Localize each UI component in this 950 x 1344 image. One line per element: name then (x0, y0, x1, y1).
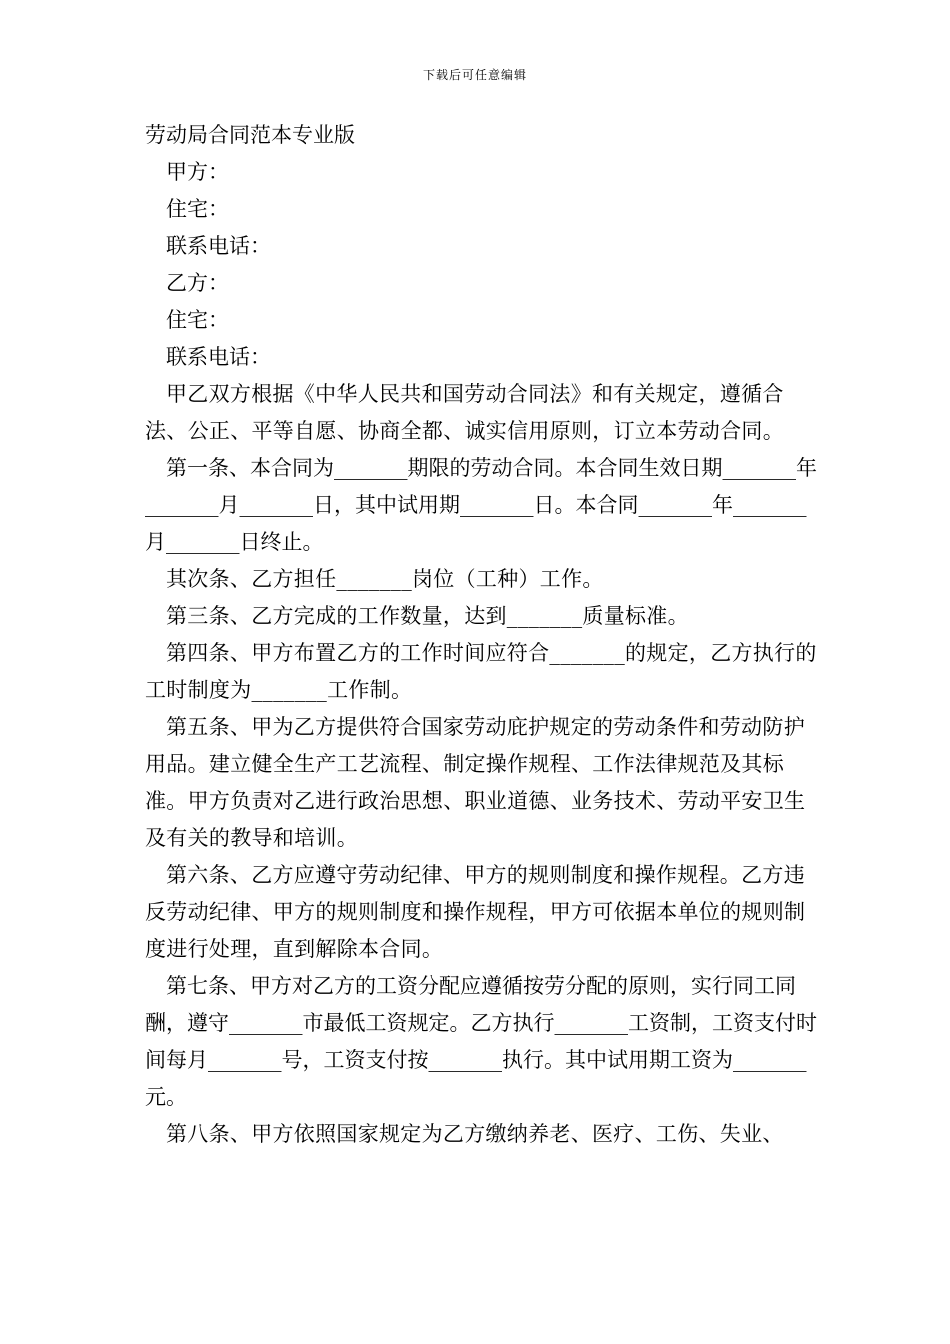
article-8-paragraph: 第八条、甲方依照国家规定为乙方缴纳养老、医疗、工伤、失业、 (166, 1122, 784, 1146)
party-b-address-label: 住宅： (166, 308, 229, 332)
document-title: 劳动局合同范本专业版 (145, 123, 355, 147)
article-7-paragraph: 第七条、甲方对乙方的工资分配应遵循按劳分配的原则，实行同工同酬，遵守_______市最低工资规定。乙方执行_______工资制，工资支付时间每月_______号，工资支付按_______执行。其中试用期工资为_______元。 (145, 974, 817, 1109)
party-a-address-label: 住宅： (166, 197, 229, 221)
article-4-paragraph: 第四条、甲方布置乙方的工作时间应符合_______的规定，乙方执行的工时制度为_______工作制。 (145, 641, 817, 702)
party-b-phone-label: 联系电话： (166, 345, 271, 369)
party-b-label: 乙方： (166, 271, 229, 295)
contract-document (145, 117, 825, 1153)
header-note: 下载后可任意编辑 (422, 68, 527, 82)
party-a-label: 甲方： (166, 160, 229, 184)
article-1-paragraph: 第一条、本合同为_______期限的劳动合同。本合同生效日期_______年_______月_______日，其中试用期_______日。本合同_______年_______月_______日终止。 (145, 456, 817, 554)
article-2-paragraph: 其次条、乙方担任_______岗位（工种）工作。 (166, 567, 604, 591)
preamble-paragraph: 甲乙双方根据《中华人民共和国劳动合同法》和有关规定，遵循合法、公正、平等自愿、协商全都、诚实信用原则，订立本劳动合同。 (145, 382, 784, 443)
article-5-paragraph: 第五条、甲为乙方提供符合国家劳动庇护规定的劳动条件和劳动防护用品。建立健全生产工艺流程、制定操作规程、工作法律规范及其标准。甲方负责对乙进行政治思想、职业道德、业务技术、劳动平安卫生及有关的教导和培训。 (145, 715, 806, 850)
party-a-phone-label: 联系电话： (166, 234, 271, 258)
article-6-paragraph: 第六条、乙方应遵守劳动纪律、甲方的规则制度和操作规程。乙方违反劳动纪律、甲方的规则制度和操作规程，甲方可依据本单位的规则制度进行处理，直到解除本合同。 (145, 863, 806, 961)
article-3-paragraph: 第三条、乙方完成的工作数量，达到_______质量标准。 (166, 604, 689, 628)
